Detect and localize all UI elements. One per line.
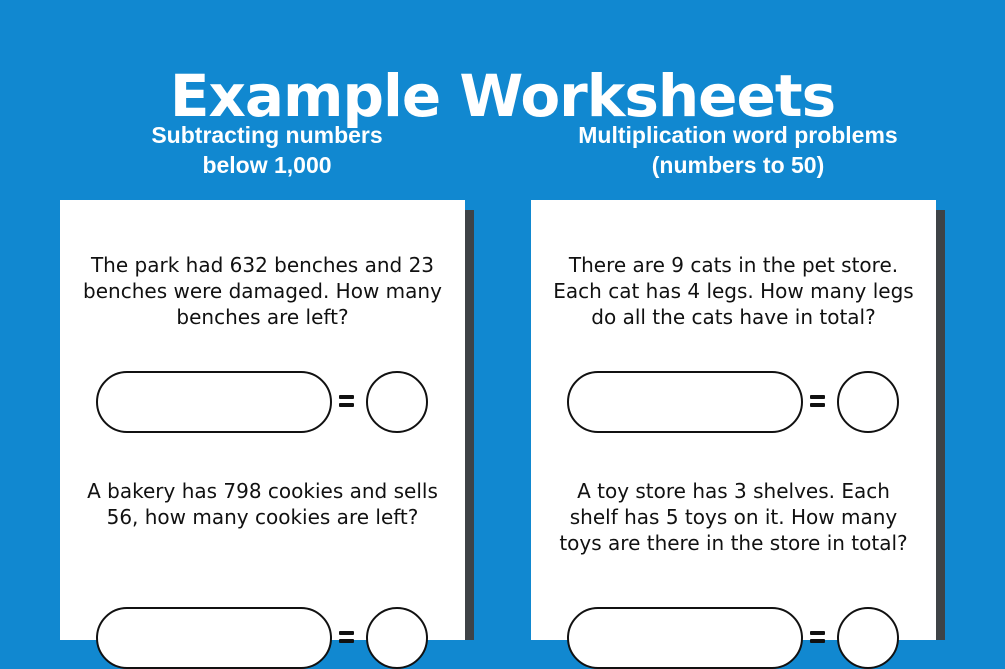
- heading-line: Subtracting numbers: [151, 122, 383, 148]
- problem-line: A bakery has 798 cookies and sells: [87, 479, 438, 503]
- problem-line: 56, how many cookies are left?: [106, 505, 419, 529]
- problem-text: [80, 478, 445, 530]
- problem-line: toys are there in the store in total?: [559, 531, 908, 555]
- problem-line: A toy store has 3 shelves. Each: [577, 479, 890, 503]
- worksheet-card-subtracting[interactable]: [60, 200, 465, 640]
- answer-circle[interactable]: [366, 607, 428, 669]
- answer-circle[interactable]: [366, 371, 428, 433]
- answer-row: [96, 371, 430, 433]
- equation-input-box[interactable]: [96, 371, 332, 433]
- answer-row: [567, 607, 901, 669]
- heading-line: Multiplication word problems: [578, 122, 898, 148]
- equation-input-box[interactable]: [567, 371, 803, 433]
- worksheet-card-multiplication[interactable]: [531, 200, 936, 640]
- answer-row: [567, 371, 901, 433]
- problem-text: [551, 478, 916, 556]
- problem-line: benches are left?: [176, 305, 349, 329]
- problem-line: benches were damaged. How many: [83, 279, 442, 303]
- problem-line: The park had 632 benches and 23: [90, 253, 435, 277]
- heading-line: (numbers to 50): [651, 152, 825, 178]
- worksheet-heading-subtracting: [57, 120, 477, 180]
- problem-text: [80, 252, 445, 330]
- page-title: Example Worksheets: [169, 61, 836, 130]
- answer-row: [96, 607, 430, 669]
- answer-circle[interactable]: [837, 371, 899, 433]
- problem-line: There are 9 cats in the pet store.: [568, 253, 899, 277]
- heading-line: below 1,000: [202, 152, 332, 178]
- equals-sign: [339, 630, 354, 644]
- problem-text: [551, 252, 916, 330]
- problem-line: do all the cats have in total?: [591, 305, 876, 329]
- worksheet-heading-multiplication: [528, 120, 948, 180]
- equation-input-box[interactable]: [96, 607, 332, 669]
- problem-line: Each cat has 4 legs. How many legs: [553, 279, 914, 303]
- answer-circle[interactable]: [837, 607, 899, 669]
- equals-sign: [339, 394, 354, 408]
- equation-input-box[interactable]: [567, 607, 803, 669]
- problem-line: shelf has 5 toys on it. How many: [569, 505, 898, 529]
- equals-sign: [810, 630, 825, 644]
- equals-sign: [810, 394, 825, 408]
